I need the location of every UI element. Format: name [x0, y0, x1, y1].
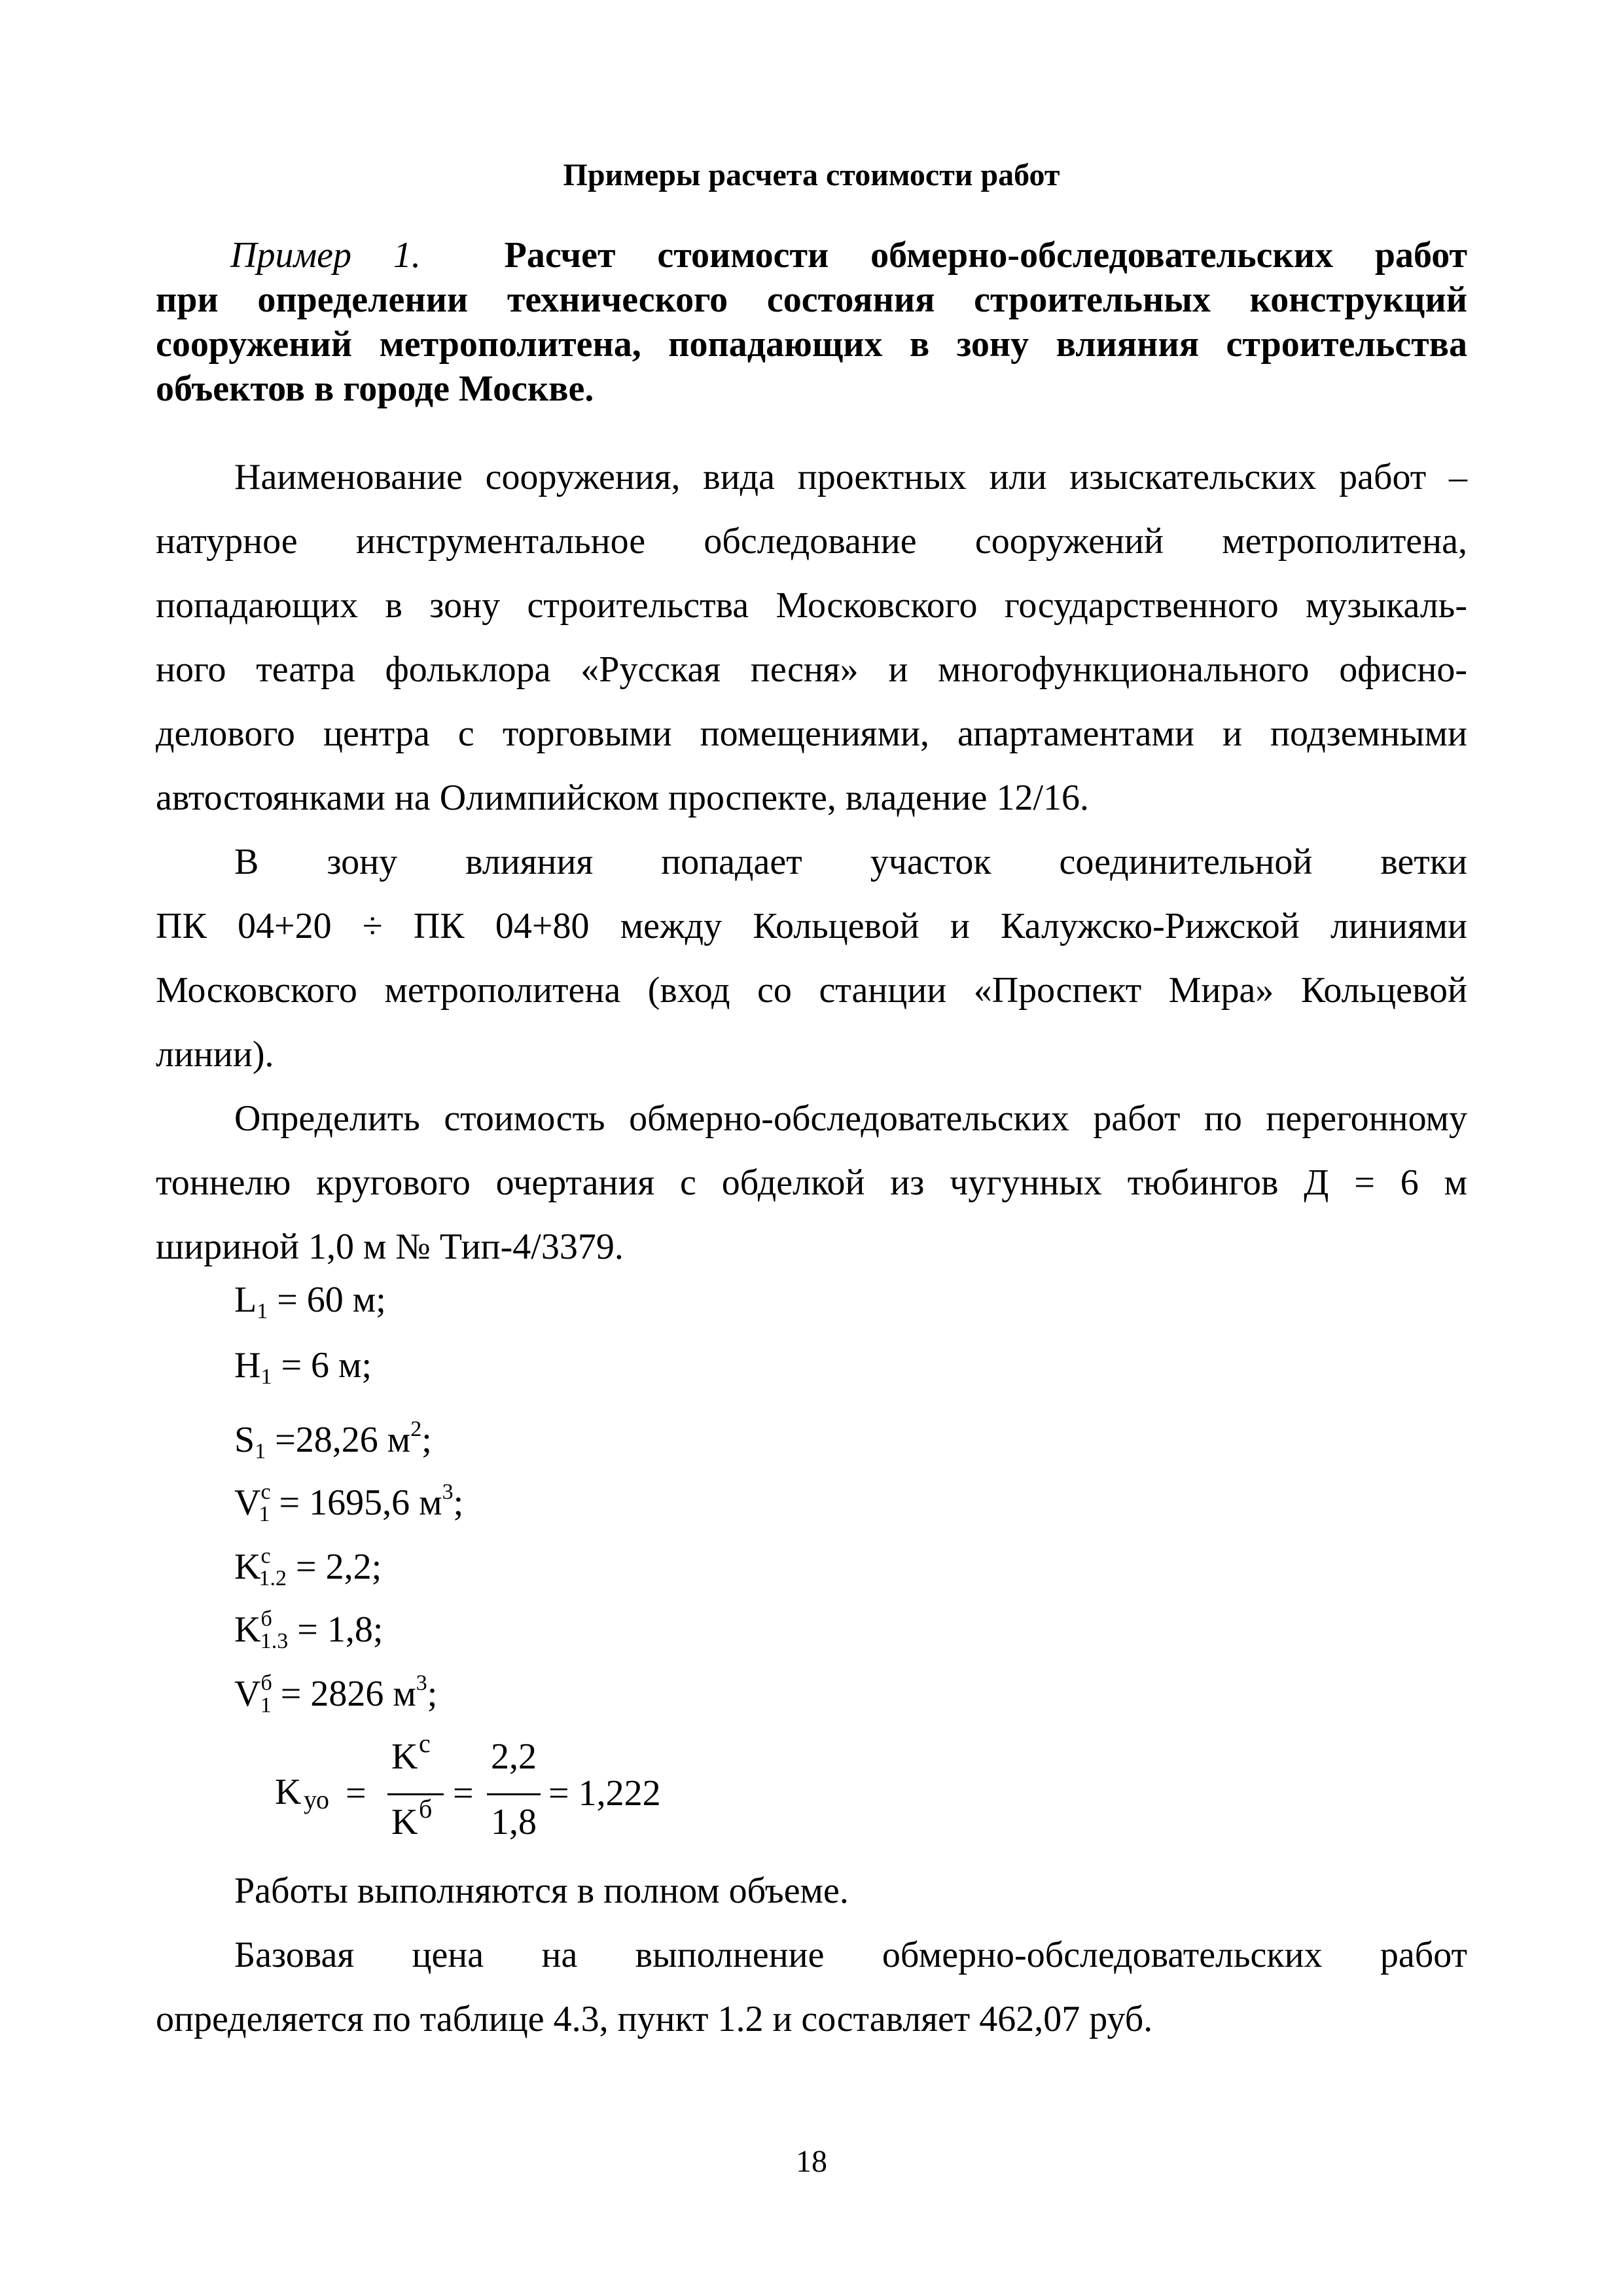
heading-line-4: объектов в городе Москве. — [156, 368, 594, 409]
paragraph-line: делового центра с торговыми помещениями, апартаментами и подземными — [156, 713, 1467, 754]
paragraph-line: линии). — [156, 1034, 274, 1075]
formula-num-val: 2,2 — [491, 1736, 537, 1777]
example-label: Пример 1. — [230, 235, 421, 276]
page-title: Примеры расчета стоимости работ — [563, 158, 1060, 192]
formula-num-sup: с — [419, 1729, 431, 1758]
paragraph-line: Базовая цена на выполнение обмерно-обследовательских работ — [234, 1935, 1467, 1975]
heading-line-3: сооружений метрополитена, попадающих в зону влияния строительства — [156, 324, 1467, 365]
formula-equals: = — [346, 1773, 366, 1814]
fraction-bar-2 — [487, 1793, 541, 1795]
paragraph-line: Наименование сооружения, вида проектных или изыскательских работ – — [234, 457, 1467, 497]
formula-equals-2: = — [453, 1773, 474, 1814]
paragraph-line: ПК 04+20 ÷ ПК 04+80 между Кольцевой и Калужско-Рижской линиями — [156, 906, 1467, 946]
paragraph-line: ного театра фольклора «Русская песня» и многофункционального офисно- — [156, 649, 1467, 690]
paragraph-1 — [156, 445, 1467, 830]
paragraph-line: Московского метрополитена (вход со станции «Проспект Мира» Кольцевой — [156, 970, 1467, 1011]
value-H1: $H_1 = 6$ м; — [234, 1345, 372, 1389]
paragraph-line: автостоянками на Олимпийском проспекте, владение 12/16. — [156, 778, 1090, 818]
heading-line-1 — [156, 233, 1467, 278]
paragraph-line: натурное инструментальное обследование сооружений метрополитена, — [156, 521, 1467, 562]
paragraph-2 — [156, 830, 1467, 1086]
value-Kb13: $K^б_{1.3} = 1,8$; — [234, 1607, 383, 1653]
paragraph-line: тоннелю кругового очертания с обделкой из чугунных тюбингов Д = 6 м — [156, 1162, 1467, 1203]
fraction-bar-1 — [387, 1793, 444, 1795]
formula-num-sym: K — [391, 1736, 418, 1777]
paragraph-line: В зону влияния попадает участок соединительной ветки — [234, 842, 1467, 882]
formula-den-val: 1,8 — [491, 1802, 537, 1842]
example-heading — [156, 233, 1467, 411]
value-S1: $S_1 =28,26$ $м^2$; — [234, 1417, 432, 1463]
ratio-formula — [275, 1728, 733, 1859]
paragraph-line: определяется по таблице 4.3, пункт 1.2 и составляет 462,07 руб. — [156, 1999, 1153, 2039]
formula-lhs-sub: уо — [304, 1785, 330, 1814]
formula-den-sup: б — [419, 1794, 433, 1823]
paragraph-line: попадающих в зону строительства Московского государственного музыкаль- — [156, 585, 1467, 626]
value-Vb1: $V^б_1 = 2826$ $м^3$; — [234, 1671, 438, 1717]
heading-text-1: Расчет стоимости обмерно-обследовательских работ — [504, 235, 1467, 276]
paragraph-5 — [156, 1923, 1467, 2051]
value-L1: $L_1 = 60$ м; — [234, 1280, 386, 1323]
paragraph-line: шириной 1,0 м № Тип-4/3379. — [156, 1227, 624, 1267]
formula-den-sym: K — [391, 1802, 418, 1842]
paragraph-4 — [156, 1859, 1467, 1923]
value-Kc12: $K^с_{1.2} = 2,2$; — [234, 1544, 382, 1590]
paragraph-3 — [156, 1086, 1467, 1279]
formula-result: = 1,222 — [548, 1773, 661, 1814]
paragraph-line: Работы выполняются в полном объеме. — [234, 1871, 849, 1911]
page-number: 18 — [796, 2144, 827, 2179]
paragraph-line: Определить стоимость обмерно-обследовательских работ по перегонному — [234, 1098, 1467, 1139]
value-Vc1: $V^с_1 = 1695,6$ $м^3$; — [234, 1480, 464, 1526]
formula-lhs: K — [275, 1772, 302, 1812]
heading-line-2: при определении технического состояния строительных конструкций — [156, 279, 1467, 320]
